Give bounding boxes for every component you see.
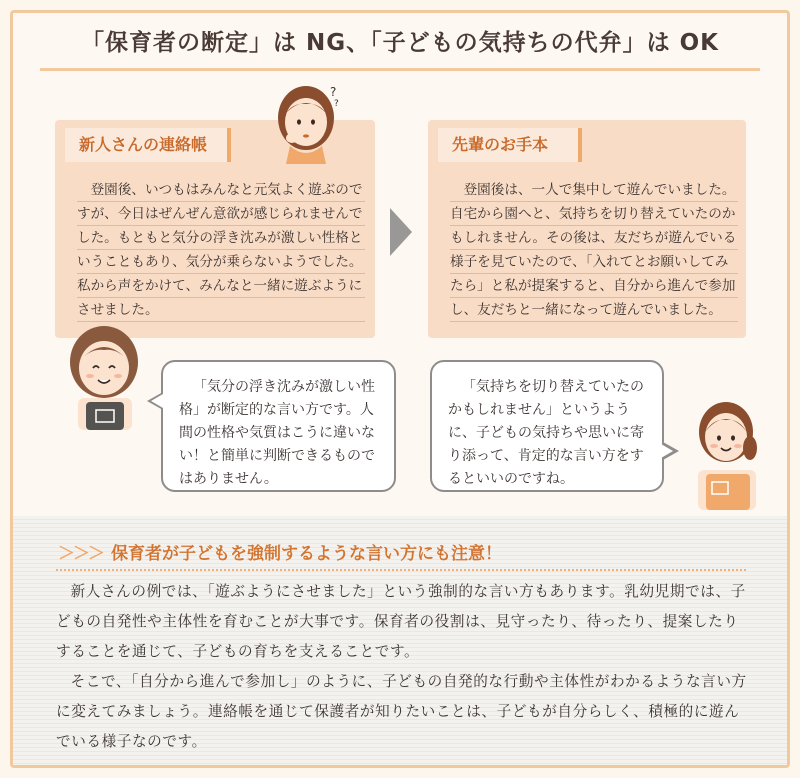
- newcomer-notebook-paragraph: 登園後、いつもはみんなと元気よく遊ぶのですが、今日はぜんぜん意欲が感じられませんでした。もともと気分の浮き沈みが激しい性格ということもあり、気分が乗らないようでした。私から声をかけて、みんなと一緒に遊ぶようにさせました。: [77, 182, 363, 318]
- caution-body: [56, 577, 752, 757]
- title-underline: [40, 68, 760, 71]
- caution-paragraph-2: そこで、「自分から進んで参加し」のように、子どもの自発的な行動や主体性がわかるような言い方に変えてみましょう。連絡帳を通じて保護者が知りたいことは、子どもが自分らしく、積極的に遊んでいる様子なのです。: [56, 673, 747, 750]
- caution-divider: [56, 569, 746, 571]
- senior-example-heading: 先輩のお手本: [438, 128, 582, 162]
- criticism-speech-bubble: [161, 360, 396, 492]
- newcomer-teacher-illustration: [686, 392, 772, 510]
- caution-paragraph-1: 新人さんの例では、「遊ぶようにさせました」という強制的な言い方もあります。乳幼児期では、子どもの自発性や主体性を育むことが大事です。保育者の役割は、見守ったり、待ったり、提案したりすることを通じて、子どもの育ちを支えることです。: [56, 583, 746, 660]
- caution-heading-text: 保育者が子どもを強制するような言い方にも注意！: [111, 544, 502, 564]
- comparison-arrow-icon: [390, 208, 412, 256]
- senior-example-paragraph: 登園後は、一人で集中して遊んでいました。自宅から園へと、気持ちを切り替えていたのかもしれません。その後は、友だちが遊んでいる様子を見ていたので、「入れてとお願いしてみたら」と私が提案すると、自分から進んで参加し、友だちと一緒になって遊んでいました。: [450, 182, 737, 318]
- senior-example-card: [428, 120, 746, 338]
- triple-chevron-icon: ＞＞＞: [58, 544, 103, 564]
- confused-teacher-illustration: [268, 74, 348, 164]
- senior-example-text: [450, 178, 738, 322]
- svg-text:?: ?: [330, 85, 337, 99]
- newcomer-notebook-heading: 新人さんの連絡帳: [65, 128, 231, 162]
- senior-teacher-illustration: [60, 318, 150, 430]
- praise-bubble-text: 「気持ちを切り替えていたのかもしれません」というように、子どもの気持ちや思いに寄り添って、肯定的な言い方をするといいのですね。: [448, 379, 644, 487]
- caution-heading: [58, 540, 502, 568]
- praise-speech-bubble: [430, 360, 664, 492]
- criticism-bubble-text: 「気分の浮き沈みが激しい性格」が断定的な言い方です。人間の性格や気質はこうに違いない！と簡単に判断できるものではありません。: [179, 379, 375, 487]
- svg-text:?: ?: [334, 99, 339, 109]
- newcomer-notebook-text: [77, 178, 365, 322]
- page-title: 「保育者の断定」は NG、「子どもの気持ちの代弁」は OK: [80, 30, 720, 56]
